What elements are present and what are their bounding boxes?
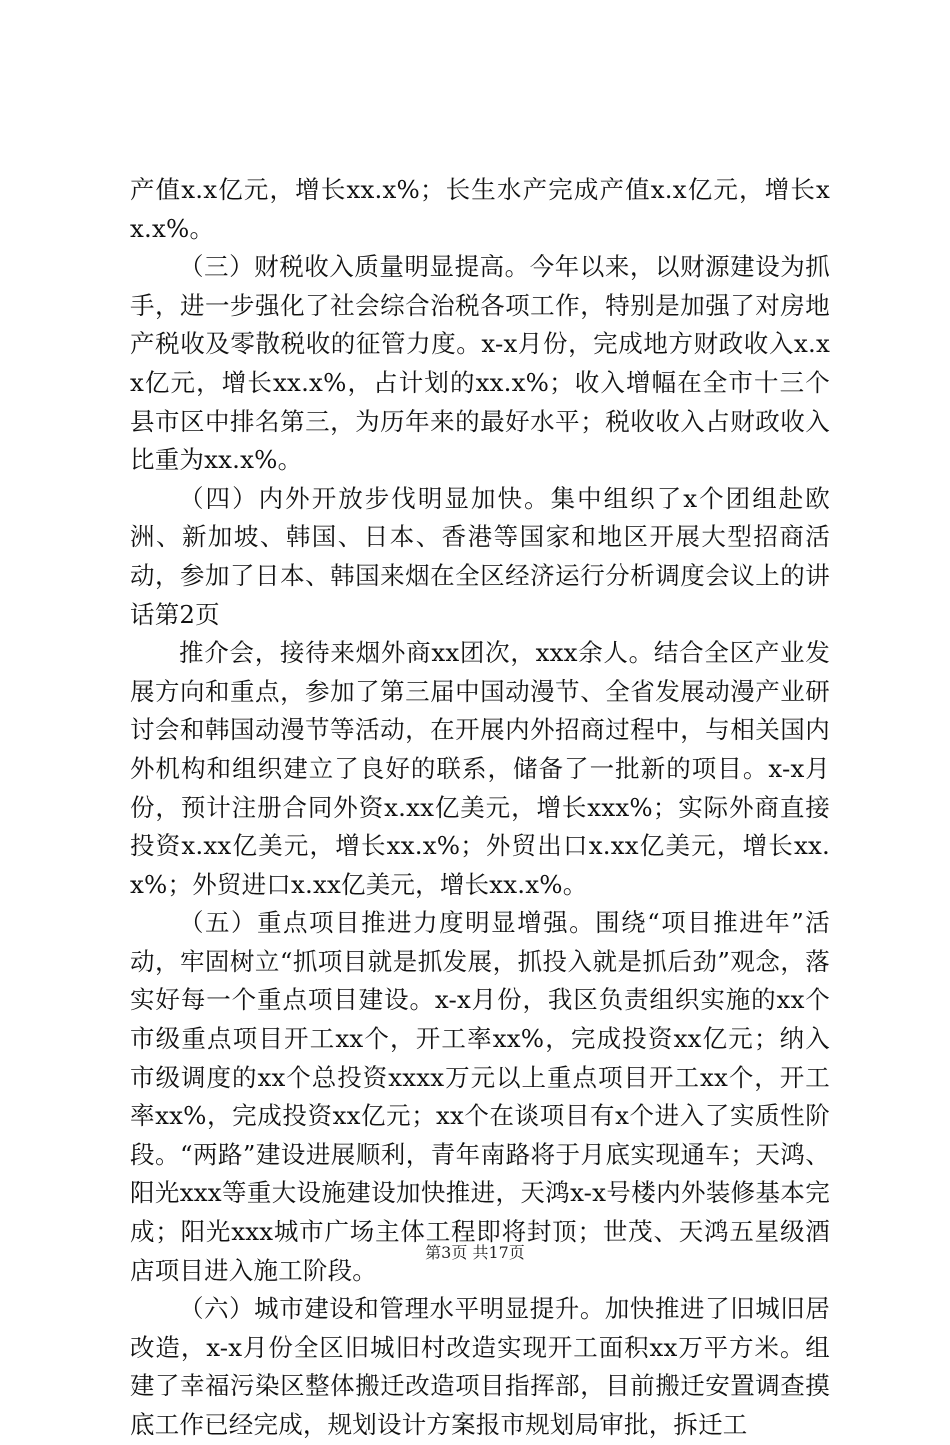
paragraph-continuation: 产值x.x亿元，增长xx.x%；长生水产完成产值x.x亿元，增长xx.x%。 — [130, 175, 830, 243]
page-footer: 第3页 共17页 — [425, 1243, 525, 1262]
paragraph-fiscal-revenue: （三）财税收入质量明显提高。今年以来，以财源建设为抓手，进一步强化了社会综合治税各项工作，特别是加强了对房地产税收及零散税收的征管力度。x-x月份，完成地方财政收入x.xx亿元，增长xx.x%，占计划的xx.x%；收入增幅在全市十三个县市区中排名第三，为历年来的最好水平；税收收入占财政收入比重为xx.x%。 — [130, 252, 830, 475]
paragraph-urban-construction: （六）城市建设和管理水平明显提升。加快推进了旧城旧居改造，x-x月份全区旧城旧村改造实现开工面积xx万平方米。组建了幸福污染区整体搬迁改造项目指挥部，目前搬迁安置调查摸底工作已经完成，规划设计方案报市规划局审批，拆迁工 — [130, 1294, 830, 1439]
paragraph-opening-up: （四）内外开放步伐明显加快。集中组织了x个团组赴欧洲、新加坡、韩国、日本、香港等国家和地区开展大型招商活动，参加了日本、韩国来烟在全区经济运行分析调度会议上的讲话第2页 — [130, 483, 830, 629]
paragraph-investment-promotion: 推介会，接待来烟外商xx团次，xxx余人。结合全区产业发展方向和重点，参加了第三届中国动漫节、全省发展动漫产业研讨会和韩国动漫节等活动，在开展内外招商过程中，与相关国内外机构和组织建立了良好的联系，储备了一批新的项目。x-x月份，预计注册合同外资x.xx亿美元，增长xxx%；实际外商直接投资x.xx亿美元，增长xx.x%；外贸出口x.xx亿美元，增长xx.x%；外贸进口x.xx亿美元，增长xx.x%。 — [130, 638, 830, 899]
paragraph-key-projects: （五）重点项目推进力度明显增强。围绕“项目推进年”活动，牢固树立“抓项目就是抓发展，抓投入就是抓后劲”观念，落实好每一个重点项目建设。x-x月份，我区负责组织实施的xx个市级重点项目开工xx个，开工率xx%，完成投资xx亿元；纳入市级调度的xx个总投资xxxx万元以上重点项目开工xx个，开工率xx%，完成投资xx亿元；xx个在谈项目有x个进入了实质性阶段。“两路”建设进展顺利，青年南路将于月底实现通车；天鸿、阳光xxx等重大设施建设加快推进，天鸿x-x号楼内外装修基本完成；阳光xxx城市广场主体工程即将封顶；世茂、天鸿五星级酒店项目进入施工阶段。 — [130, 908, 830, 1285]
